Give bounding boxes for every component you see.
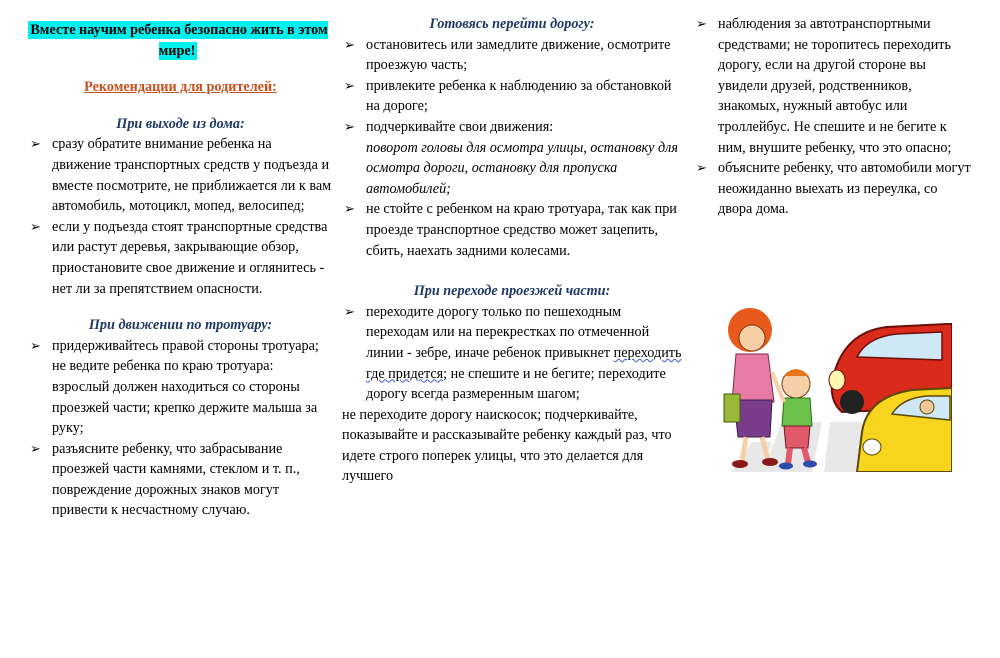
arrow-bullet-icon: ➢: [344, 201, 355, 217]
list-item: ➢ объясните ребенку, что автомобили могут неожиданно выехать из переулка, со двора дома.: [696, 160, 971, 218]
arrow-bullet-icon: ➢: [30, 218, 41, 234]
arrow-bullet-icon: ➢: [344, 77, 355, 93]
list-crossing-roadway: [342, 302, 682, 405]
arrow-bullet-icon: ➢: [30, 136, 41, 152]
list-item: ➢ сразу обратите внимание ребенка на движение транспортных средств у подъезда и вместе посмотрите, не приближается ли к вам автомобиль, мотоцикл, мопед, велосипед;: [30, 136, 332, 215]
list-sidewalk: [28, 336, 333, 521]
list-item: ➢ остановитесь или замедлите движение, осмотрите проезжую часть;: [344, 36, 671, 74]
section-heading-leaving-home: При выходе из дома:: [116, 115, 245, 132]
list-before-crossing: [342, 35, 682, 262]
list-leaving-home: [28, 134, 333, 299]
arrow-bullet-icon: ➢: [344, 118, 355, 134]
column-middle: [342, 14, 682, 487]
illustration-svg: [712, 302, 952, 472]
parents-recommendations-subtitle: Рекомендации для родителей:: [84, 79, 277, 96]
list-item: ➢ не стойте с ребенком на краю тротуара, так как при проезде транспортное средство может зацепить, сбить, наехать задними колесами.: [344, 201, 677, 259]
continuation-paragraph: не переходите дорогу наискосок; подчеркивайте, показывайте и рассказывайте ребенку каждый раз, что идете строго поперек улицы, что это делается для лучшего: [342, 406, 672, 485]
section-heading-crossing-roadway: При переходе проезжей части:: [413, 283, 611, 300]
section-heading-sidewalk: При движении по тротуару:: [88, 317, 273, 334]
list-item: ➢ переходите дорогу только по пешеходным переходам или на перекрестках по отмеченной линии - зебре, иначе ребенок привыкнет переходить где придется; не спешите и не бегите; переходите дорогу всегда размеренным шагом;: [344, 303, 682, 403]
list-item: ➢ если у подъезда стоят транспортные средства или растут деревья, закрывающие обзор, приостановите свое движение и оглянитесь - нет ли за препятствием опасности.: [30, 218, 328, 297]
arrow-bullet-icon: ➢: [344, 303, 355, 319]
arrow-bullet-icon: ➢: [696, 16, 707, 31]
wavy-underlined-phrase: переходить где придется: [366, 344, 682, 382]
list-item: ➢ разъясните ребенку, что забрасывание проезжей части камнями, стеклом и т. п., повреждение дорожных знаков могут привести к несчастному случаю.: [30, 440, 300, 519]
mother-child-crossing-road-illustration: [712, 302, 952, 472]
title-block: [28, 20, 328, 61]
italic-movement-examples: поворот головы для осмотра улицы, остановку для осмотра дороги, остановку для пропуска автомобилей;: [366, 139, 678, 197]
section-heading-before-crossing: Готовясь перейти дорогу:: [429, 16, 595, 32]
arrow-bullet-icon: ➢: [30, 440, 41, 456]
column-left: [28, 14, 333, 521]
list-continued: [694, 14, 974, 220]
page-title: Вместе научим ребенка безопасно жить в этом мире!: [30, 22, 328, 59]
list-item: ➢ придерживайтесь правой стороны тротуара; не ведите ребенка по краю тротуара: взрослый должен находиться со стороны проезжей части; крепко держите малыша за руку;: [30, 337, 319, 437]
arrow-bullet-icon: ➢: [30, 337, 41, 353]
arrow-bullet-icon: ➢: [344, 36, 355, 52]
list-item: ➢ привлеките ребенка к наблюдению за обстановкой на дороге;: [344, 77, 672, 115]
list-item: ➢ подчеркивайте свои движения: поворот головы для осмотра улицы, остановку для осмотра дороги, остановку для пропуска автомобилей;: [344, 118, 678, 197]
column-right: [694, 14, 974, 220]
list-item: ➢ наблюдения за автотранспортными средствами; не торопитесь переходить дорогу, если на другой стороне вы увидели друзей, родственников, знакомых, нужный автобус или троллейбус. Не спешите и не бегите к ним, внушите ребенку, что это опасно;: [696, 16, 952, 156]
arrow-bullet-icon: ➢: [696, 160, 707, 176]
